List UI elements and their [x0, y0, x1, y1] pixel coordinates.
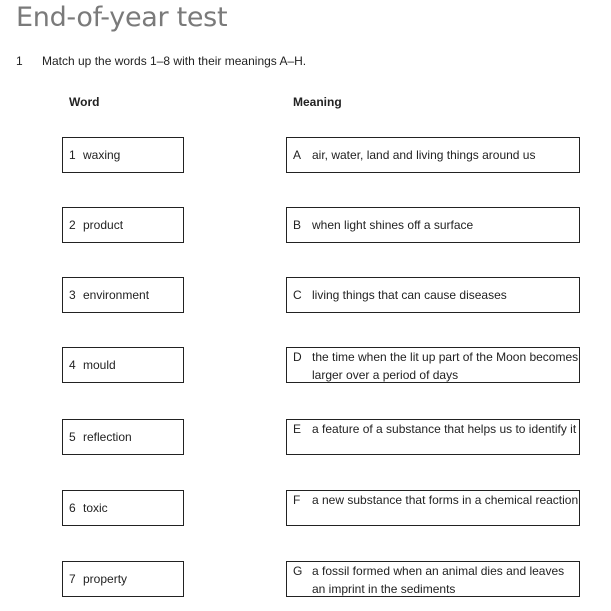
- meaning-text: living things that can cause diseases: [312, 288, 507, 302]
- meaning-text: a feature of a substance that helps us to identify it: [312, 422, 577, 436]
- word-text: waxing: [83, 148, 121, 162]
- meaning-text: the time when the lit up part of the Moon becomes larger over a period of days: [312, 350, 579, 382]
- meaning-box: [286, 137, 580, 173]
- question-text: Match up the words 1–8 with their meanings A–H.: [42, 54, 307, 68]
- word-number: 7: [69, 572, 76, 586]
- meaning-box: [286, 490, 580, 526]
- word-text: mould: [83, 358, 116, 372]
- meaning-column-header: Meaning: [293, 95, 342, 109]
- word-text: reflection: [83, 430, 132, 444]
- word-number: 6: [69, 501, 76, 515]
- meaning-letter: A: [293, 148, 302, 162]
- word-number: 1: [69, 148, 76, 162]
- meaning-text: a fossil formed when an animal dies and leaves an imprint in the sediments: [312, 564, 565, 596]
- meaning-box: [286, 207, 580, 243]
- meaning-text: when light shines off a surface: [312, 218, 474, 232]
- word-box: [62, 207, 184, 243]
- meaning-letter: E: [293, 422, 302, 436]
- word-number: 5: [69, 430, 76, 444]
- meaning-letter: B: [293, 218, 302, 232]
- word-box: [62, 419, 184, 455]
- meaning-text: air, water, land and living things around us: [312, 148, 536, 162]
- word-number: 4: [69, 358, 76, 372]
- meaning-box: [286, 561, 580, 597]
- word-box: [62, 347, 184, 383]
- page-title: End-of-year test: [16, 2, 228, 33]
- meaning-box: [286, 419, 580, 455]
- word-number: 3: [69, 288, 76, 302]
- word-text: toxic: [83, 501, 108, 515]
- meaning-letter: D: [293, 350, 302, 364]
- meaning-text: a new substance that forms in a chemical reaction: [312, 493, 579, 507]
- word-text: environment: [83, 288, 150, 302]
- question-number: 1: [16, 54, 23, 68]
- meaning-box: [286, 277, 580, 313]
- word-column-header: Word: [69, 95, 100, 109]
- word-box: [62, 137, 184, 173]
- word-box: [62, 490, 184, 526]
- meaning-letter: C: [293, 288, 302, 302]
- meaning-letter: G: [293, 564, 303, 578]
- meaning-letter: F: [293, 493, 301, 507]
- word-number: 2: [69, 218, 76, 232]
- meaning-box: [286, 347, 580, 383]
- word-text: property: [83, 572, 128, 586]
- word-box: [62, 277, 184, 313]
- word-box: [62, 561, 184, 597]
- word-text: product: [83, 218, 124, 232]
